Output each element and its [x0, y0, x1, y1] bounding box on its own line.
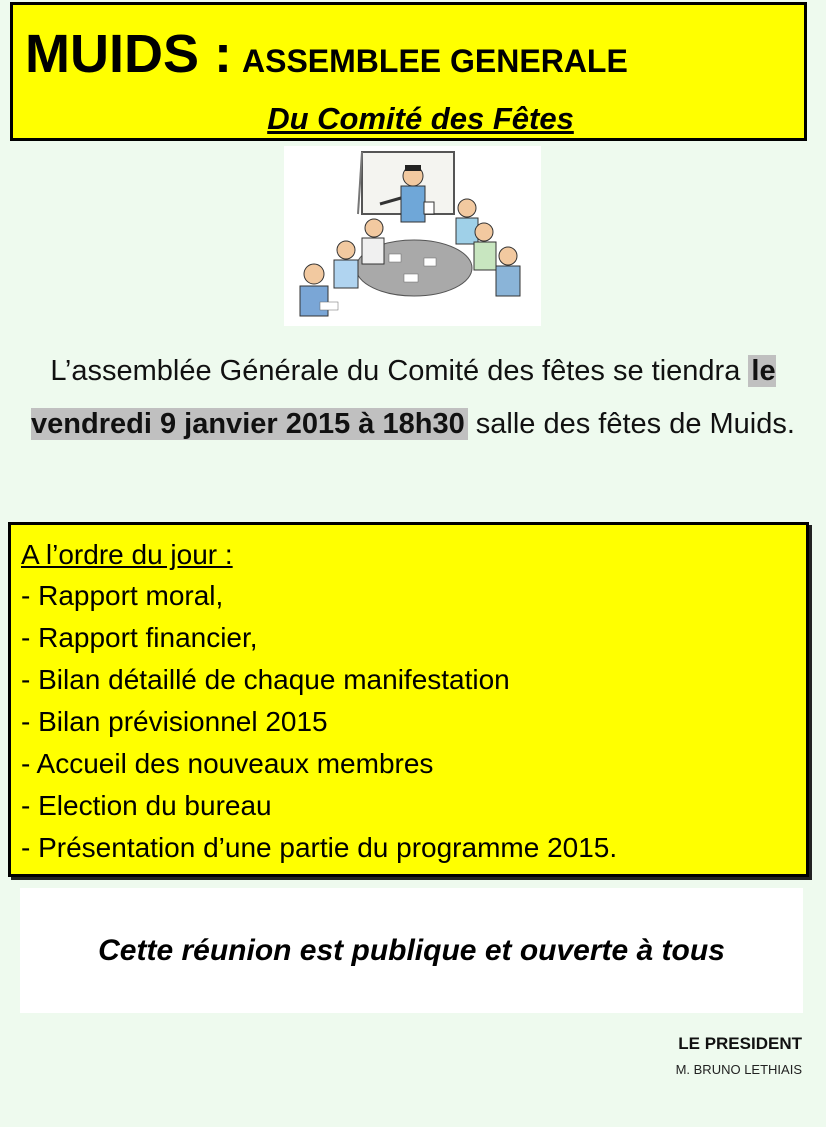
header-title-line [25, 23, 628, 85]
agenda-item: - Accueil des nouveaux membres [21, 748, 434, 779]
header-subtitle: Du Comité des Fêtes [267, 101, 574, 136]
public-notice: Cette réunion est publique et ouverte à tous [98, 933, 725, 967]
town-name: MUIDS : [25, 24, 232, 84]
intro-paragraph [20, 345, 806, 451]
intro-text-after: salle des fêtes de Muids. [467, 408, 795, 440]
agenda-item: - Présentation d’une partie du programme 2015. [21, 832, 618, 863]
header-box [10, 2, 807, 141]
header-title: ASSEMBLEE GENERALE [241, 43, 628, 79]
signature-title: LE PRESIDENT [678, 1034, 802, 1053]
agenda-item: - Bilan détaillé de chaque manifestation [21, 664, 510, 695]
agenda-box [8, 522, 809, 877]
agenda-item: - Election du bureau [21, 790, 272, 821]
meeting-date-highlight: le vendredi 9 janvier 2015 à 18h30 [31, 355, 776, 440]
agenda-list [21, 575, 806, 869]
agenda-item: - Rapport financier, [21, 622, 258, 653]
signature-name: M. BRUNO LETHIAIS [675, 1062, 802, 1077]
meeting-illustration-icon [284, 146, 541, 326]
agenda-item: - Rapport moral, [21, 580, 224, 611]
agenda-title: A l’ordre du jour : [21, 539, 233, 570]
intro-text-before: L’assemblée Générale du Comité des fêtes se tiendra [50, 355, 749, 387]
public-notice-box [20, 888, 803, 1013]
agenda-item: - Bilan prévisionnel 2015 [21, 706, 328, 737]
